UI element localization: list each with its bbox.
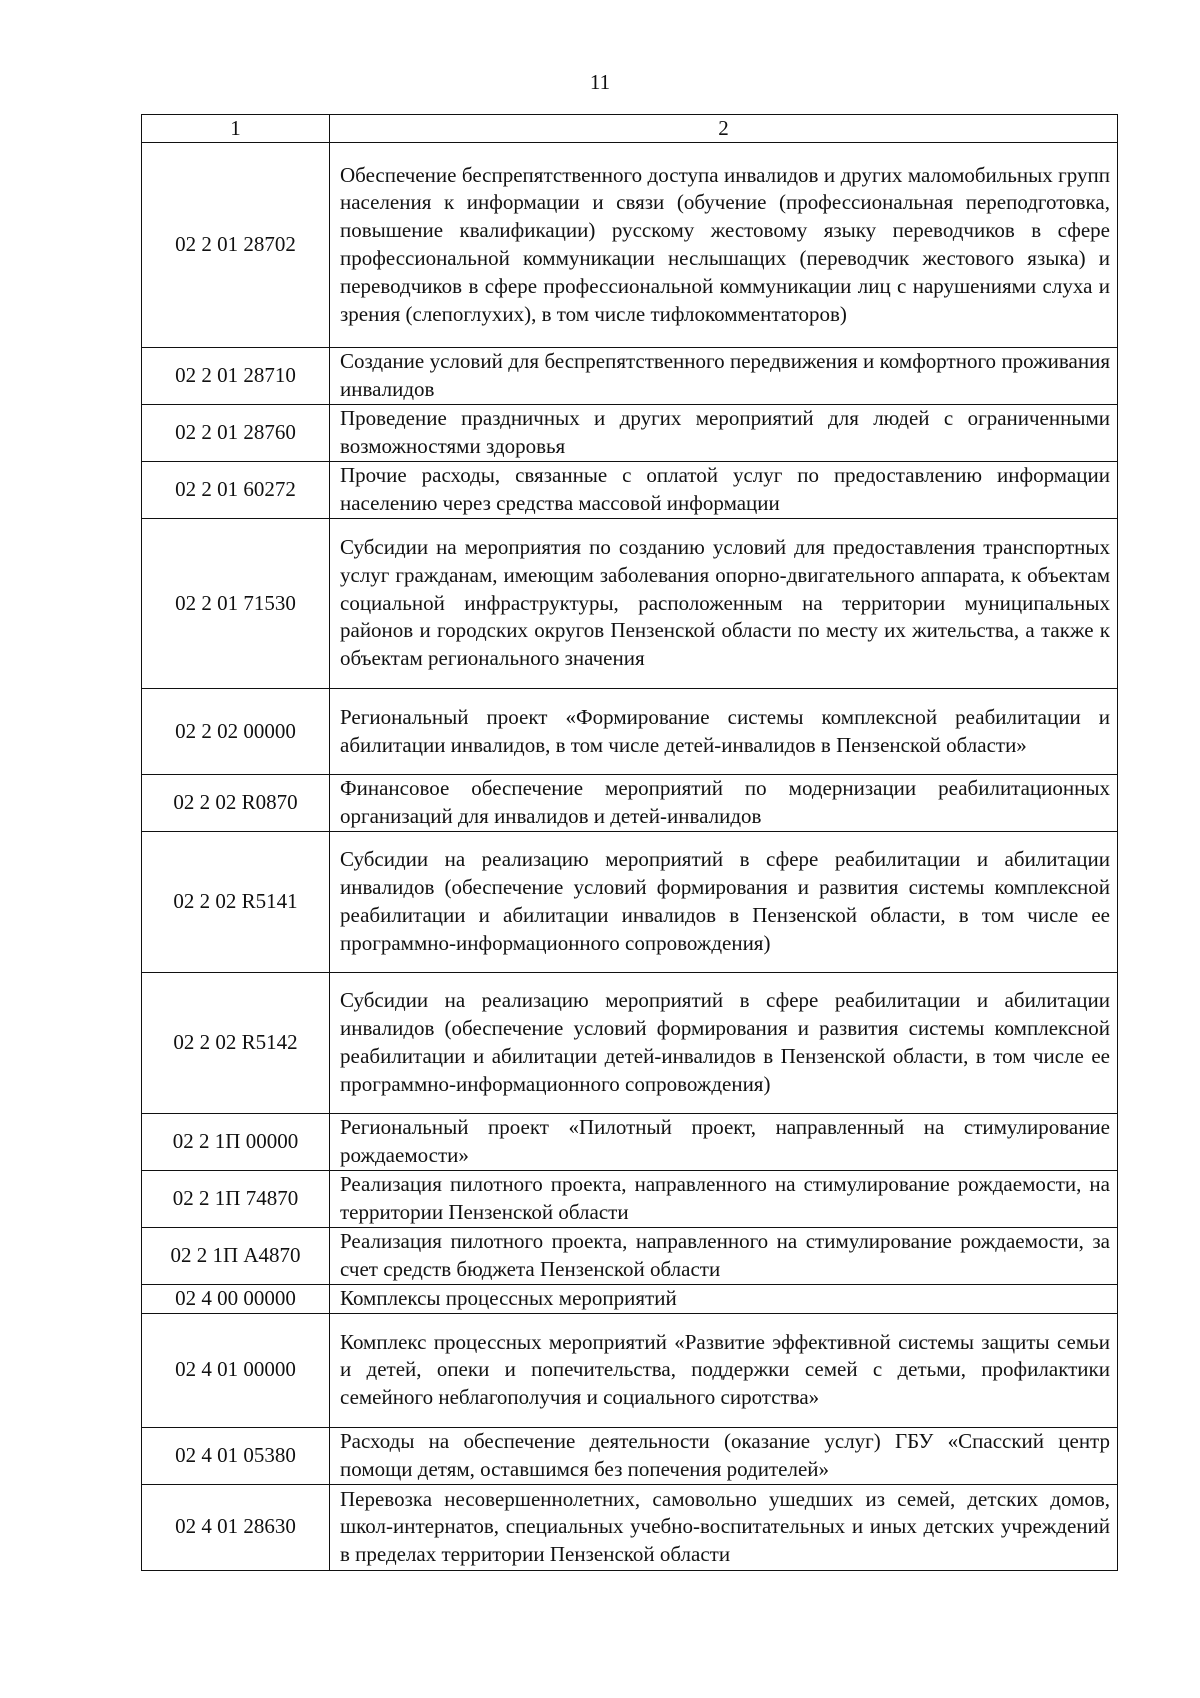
- table-row: [142, 405, 1118, 462]
- row-code: 02 4 01 05380: [142, 1427, 330, 1484]
- table-row: [142, 143, 1118, 348]
- row-description: Обеспечение беспрепятственного доступа инвалидов и других маломобильных групп населения к информации и связи (обучение (профессиональная переподготовка, повышение квалификации) русскому жестовому языку переводчиков в сфере профессиональной коммуникации неслышащих (переводчик жестового языка) и переводчиков в сфере профессиональной коммуникации лиц с нарушениями слуха и зрения (слепоглухих), в том числе тифлокомментаторов): [330, 143, 1118, 348]
- row-description: Создание условий для беспрепятственного передвижения и комфортного проживания инвалидов: [330, 348, 1118, 405]
- row-description: Субсидии на реализацию мероприятий в сфере реабилитации и абилитации инвалидов (обеспечение условий формирования и развития системы комплексной реабилитации и абилитации инвалидов в Пензенской области, в том числе ее программно-информационного сопровождения): [330, 832, 1118, 973]
- row-code: 02 4 01 28630: [142, 1484, 330, 1570]
- row-description: Проведение праздничных и других мероприятий для людей с ограниченными возможностями здоровья: [330, 405, 1118, 462]
- column-header-description: 2: [330, 115, 1118, 143]
- table-row: [142, 973, 1118, 1114]
- row-code: 02 2 02 R0870: [142, 775, 330, 832]
- table-row: [142, 462, 1118, 519]
- row-description: Региональный проект «Пилотный проект, направленный на стимулирование рождаемости»: [330, 1114, 1118, 1171]
- row-code: 02 2 1П 74870: [142, 1171, 330, 1228]
- row-description: Субсидии на мероприятия по созданию условий для предоставления транспортных услуг гражданам, имеющим заболевания опорно-двигательного аппарата, к объектам социальной инфраструктуры, расположенным на территории муниципальных районов и городских округов Пензенской области по месту их жительства, а также к объектам регионального значения: [330, 519, 1118, 689]
- row-code: 02 2 1П 00000: [142, 1114, 330, 1171]
- row-description: Финансовое обеспечение мероприятий по модернизации реабилитационных организаций для инвалидов и детей-инвалидов: [330, 775, 1118, 832]
- row-description: Комплексы процессных мероприятий: [330, 1285, 1118, 1314]
- row-code: 02 4 01 00000: [142, 1313, 330, 1427]
- budget-code-table: [141, 114, 1118, 1571]
- row-code: 02 4 00 00000: [142, 1285, 330, 1314]
- row-code: 02 2 01 28760: [142, 405, 330, 462]
- table-header-row: [142, 115, 1118, 143]
- row-code: 02 2 01 28702: [142, 143, 330, 348]
- table-row: [142, 1285, 1118, 1314]
- row-code: 02 2 01 28710: [142, 348, 330, 405]
- row-code: 02 2 02 R5142: [142, 973, 330, 1114]
- table-row: [142, 348, 1118, 405]
- row-description: Реализация пилотного проекта, направленного на стимулирование рождаемости, на территории Пензенской области: [330, 1171, 1118, 1228]
- row-description: Перевозка несовершеннолетних, самовольно ушедших из семей, детских домов, школ-интернатов, специальных учебно-воспитательных и иных детских учреждений в пределах территории Пензенской области: [330, 1484, 1118, 1570]
- row-code: 02 2 01 60272: [142, 462, 330, 519]
- row-description: Региональный проект «Формирование системы комплексной реабилитации и абилитации инвалидов, в том числе детей-инвалидов в Пензенской области»: [330, 689, 1118, 775]
- row-code: 02 2 01 71530: [142, 519, 330, 689]
- row-code: 02 2 02 R5141: [142, 832, 330, 973]
- table-row: [142, 832, 1118, 973]
- row-description: Реализация пилотного проекта, направленного на стимулирование рождаемости, за счет средств бюджета Пензенской области: [330, 1228, 1118, 1285]
- table-row: [142, 1171, 1118, 1228]
- table-row: [142, 775, 1118, 832]
- table-row: [142, 689, 1118, 775]
- row-description: Прочие расходы, связанные с оплатой услуг по предоставлению информации населению через средства массовой информации: [330, 462, 1118, 519]
- table-row: [142, 1484, 1118, 1570]
- row-code: 02 2 1П А4870: [142, 1228, 330, 1285]
- table-row: [142, 1114, 1118, 1171]
- page-number: 11: [589, 70, 611, 94]
- row-code: 02 2 02 00000: [142, 689, 330, 775]
- column-header-code: 1: [142, 115, 330, 143]
- table-row: [142, 1228, 1118, 1285]
- table-row: [142, 1313, 1118, 1427]
- row-description: Субсидии на реализацию мероприятий в сфере реабилитации и абилитации инвалидов (обеспечение условий формирования и развития системы комплексной реабилитации и абилитации детей-инвалидов в Пензенской области, в том числе ее программно-информационного сопровождения): [330, 973, 1118, 1114]
- row-description: Расходы на обеспечение деятельности (оказание услуг) ГБУ «Спасский центр помощи детям, оставшимся без попечения родителей»: [330, 1427, 1118, 1484]
- table-row: [142, 519, 1118, 689]
- row-description: Комплекс процессных мероприятий «Развитие эффективной системы защиты семьи и детей, опеки и попечительства, поддержки семей с детьми, профилактики семейного неблагополучия и социального сиротства»: [330, 1313, 1118, 1427]
- table-row: [142, 1427, 1118, 1484]
